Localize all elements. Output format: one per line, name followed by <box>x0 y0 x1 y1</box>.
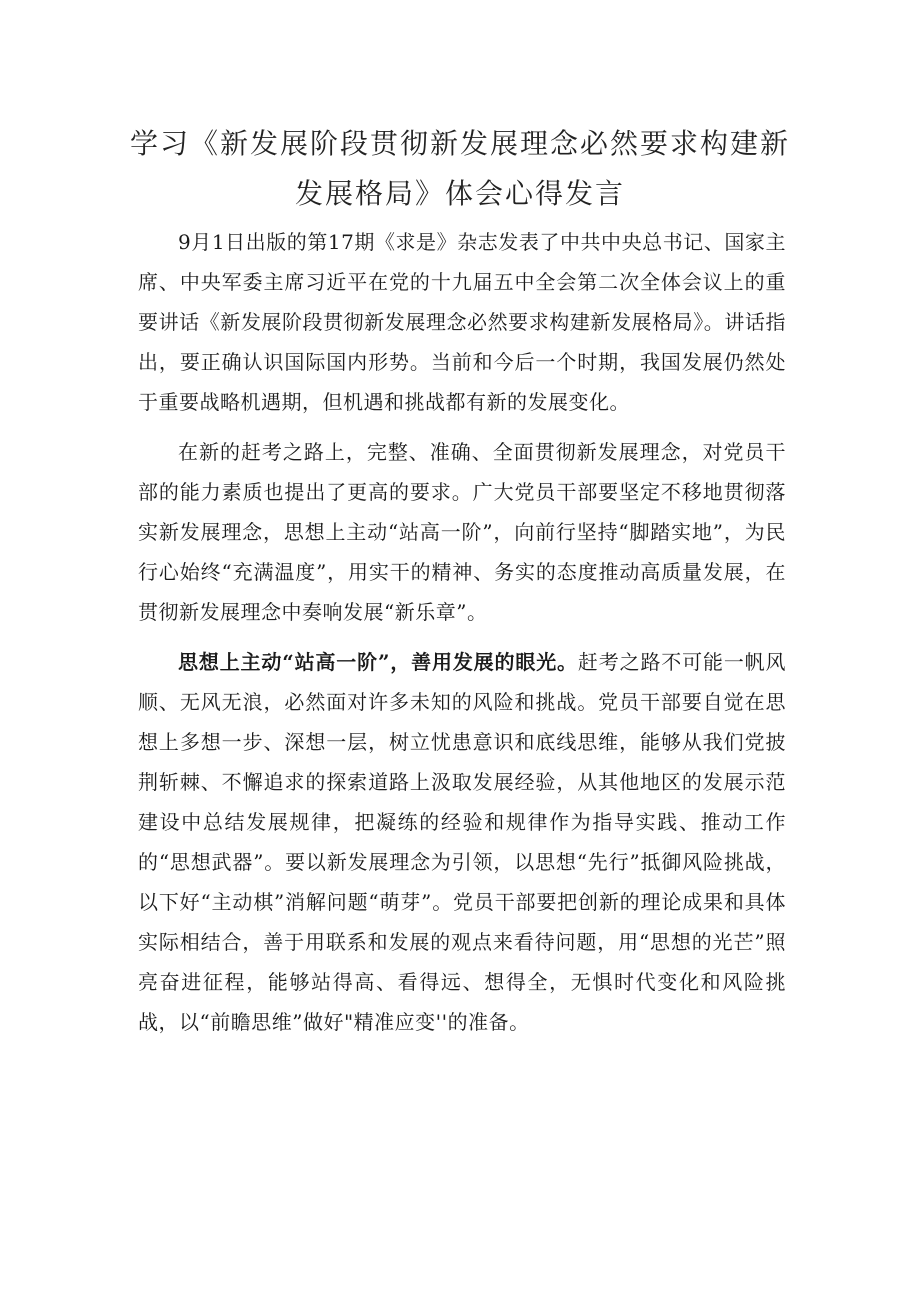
document-title-line-2: 发展格局》体会心得发言 <box>294 177 625 210</box>
document-title-line-1: 学习《新发展阶段贯彻新发展理念必然要求构建新 <box>129 127 790 160</box>
paragraph-2 <box>138 432 786 632</box>
paragraph-3 <box>138 642 786 1042</box>
paragraph-3-lead: 思想上主动“站高一阶”，善用发展的眼光。 <box>178 650 578 674</box>
paragraph-3-text: 赶考之路不可能一帆风顺、无风无浪，必然面对许多未知的风险和挑战。党员干部要自觉在思想上多想一步、深想一层，树立忧患意识和底线思维，能够从我们党披荆斩棘、不懈追求的探索道路上汲取发展经验，从其他地区的发展示范建设中总结发展规律，把凝练的经验和规律作为指导实践、推动工作的“思想武器”。要以新发展理念为引领，以思想“先行”抵御风险挑战，以下好“主动棋”消解问题“萌芽”。党员干部要把创新的理论成果和具体实际相结合，善于用联系和发展的观点来看待问题，用“思想的光芒”照亮奋进征程，能够站得高、看得远、想得全，无惧时代变化和风险挑战，以“前瞻思维”做好"精准应变''的准备。 <box>138 650 787 1034</box>
paragraph-2-text: 在新的赶考之路上，完整、准确、全面贯彻新发展理念，对党员干部的能力素质也提出了更高的要求。广大党员干部要坚定不移地贯彻落实新发展理念，思想上主动“站高一阶”，向前行坚持“脚踏实地”，为民行心始终“充满温度”，用实干的精神、务实的态度推动高质量发展，在贯彻新发展理念中奏响发展“新乐章”。 <box>138 440 786 624</box>
paragraph-1 <box>138 222 786 422</box>
document-body <box>138 222 786 1052</box>
paragraph-1-text: 9月1日出版的第17期《求是》杂志发表了中共中央总书记、国家主席、中央军委主席习近平在党的十九届五中全会第二次全体会议上的重要讲话《新发展阶段贯彻新发展理念必然要求构建新发展格局》。讲话指出，要正确认识国际国内形势。当前和今后一个时期，我国发展仍然处于重要战略机遇期，但机遇和挑战都有新的发展变化。 <box>138 230 786 414</box>
